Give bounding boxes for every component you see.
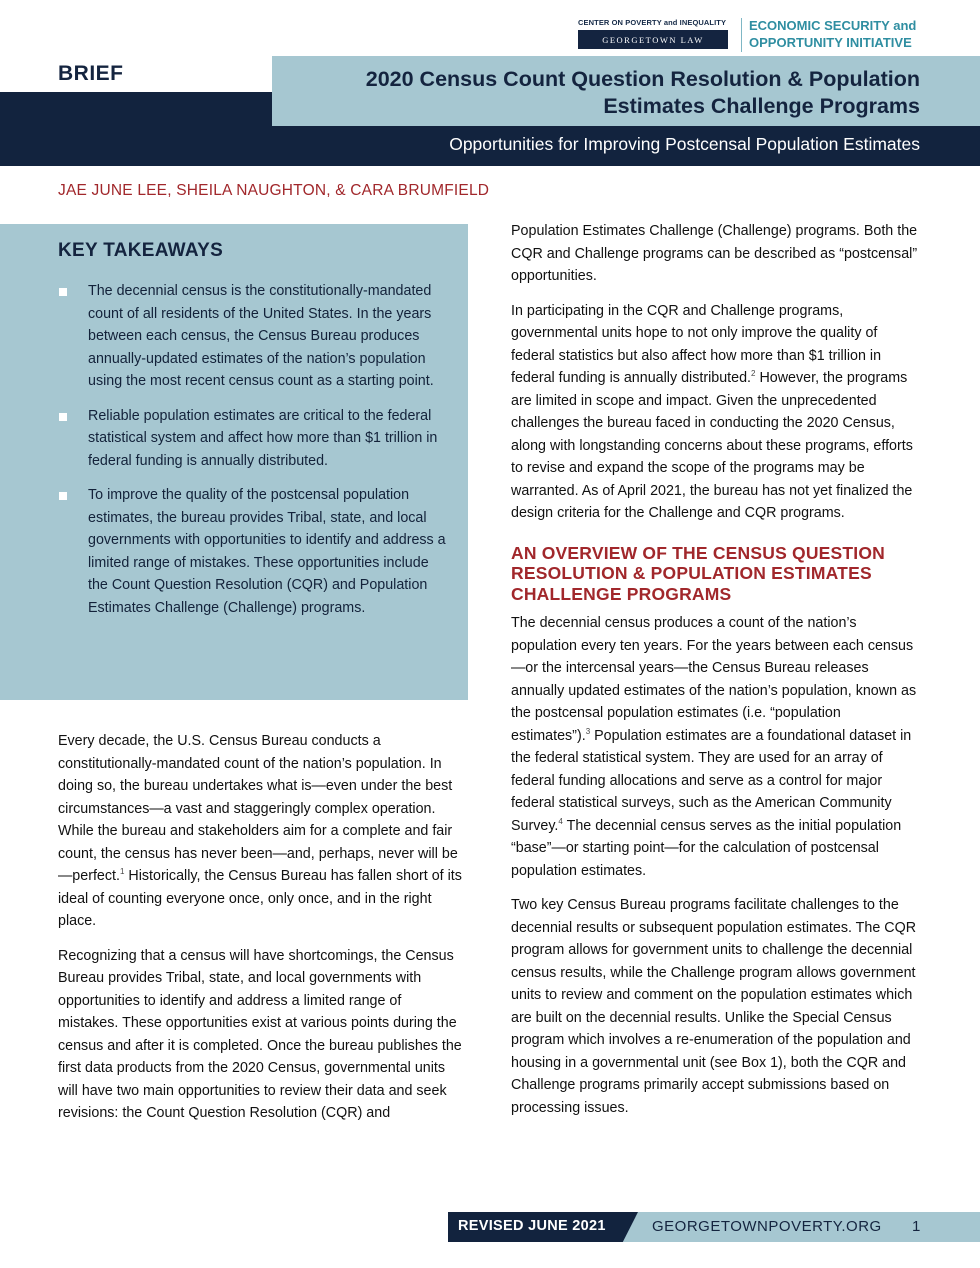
list-item-text: To improve the quality of the postcensal population estimates, the bureau provides Tribal, state, and local governments with opportunities to identify and address a limited range of mistakes. These opportunities include the Count Question Resolution (CQR) and Population Estimates Challenge (Challenge) programs. (88, 487, 446, 616)
revised-date: REVISED JUNE 2021 (458, 1218, 606, 1234)
paragraph-text: The decennial census serves as the initial population “base”—or starting point—for the calculation of postcensal population estimates. (511, 817, 902, 879)
paragraph-text: Population estimates are a foundational dataset in the federal statistical system. They are used for an array of federal funding allocations and serve as a control for major federal statistical surveys, such as the American Community Survey. (511, 727, 912, 834)
paragraph-text: Population Estimates Challenge (Challenge) programs. Both the CQR and Challenge programs can be described as “postcensal” opportunities. (511, 223, 918, 284)
paragraph-text: Two key Census Bureau programs facilitate challenges to the decennial results or subsequent population estimates. The CQR program allows for government units to challenge the decennial census results, while the Challenge program allows government units to review and comment on the population estimates which are built on the decennial results. Unlike the Special Census program which involves a re-enumeration of the population and housing in a governmental unit (see Box 1), both the CQR and Challenge programs primarily accept submissions based on processing issues. (511, 897, 917, 1116)
footnote-ref[interactable]: 4 (558, 816, 563, 826)
list-item-text: The decennial census is the constitutionally-mandated count of all residents of the United States. In the years between each census, the Census Bureau produces annually-updated estimates of the nation’s population using the most recent census count as a starting point. (88, 283, 434, 389)
logo-divider (741, 18, 742, 52)
paragraph (511, 300, 921, 525)
list-item (58, 405, 448, 473)
logo-org-name: CENTER ON POVERTY and INEQUALITY (578, 18, 727, 27)
left-column (58, 730, 464, 1137)
list-item (58, 484, 448, 619)
website-link[interactable]: GEORGETOWNPOVERTY.ORG (652, 1218, 882, 1235)
paragraph (511, 612, 921, 882)
logo-right-line1: ECONOMIC SECURITY and (749, 18, 917, 33)
paragraph-text: Historically, the Census Bureau has fallen short of its ideal of counting everyone once, only once, and in the right place. (58, 868, 462, 929)
paragraph-text: Every decade, the U.S. Census Bureau conducts a constitutionally-mandated count of the nation’s population. In doing so, the bureau undertakes what is—even under the best circumstances—a vast and staggeringly complex operation. While the bureau and stakeholders aim for a complete and fair count, the census has never been—and, perhaps, never will be—perfect. (58, 733, 458, 884)
footnote-ref[interactable]: 3 (585, 726, 591, 736)
brief-label: BRIEF (58, 62, 124, 85)
title-line2: Estimates Challenge Programs (603, 94, 920, 118)
paragraph (58, 945, 464, 1125)
logo-georgetown-law: GEORGETOWN LAW (578, 30, 728, 49)
paragraph (58, 730, 464, 933)
footnote-ref[interactable]: 2 (751, 369, 756, 379)
list-item-text: Reliable population estimates are critical to the federal statistical system and affect how more than $1 trillion in federal funding is annually distributed. (88, 407, 438, 469)
paragraph-text: The decennial census produces a count of the nation’s population every ten years. For the years between each census—or the intercensal years—the Census Bureau releases annually updated estimates of the nation’s population, known as the postcensal population estimates (i.e. “population estimates”). (511, 615, 917, 744)
footnote-ref[interactable]: 1 (119, 867, 125, 877)
page-number: 1 (912, 1218, 921, 1235)
logo-right-line2: OPPORTUNITY INITIATIVE (749, 35, 912, 50)
title-line1: 2020 Census Count Question Resolution & Population (365, 67, 920, 91)
square-bullet-icon (59, 288, 67, 296)
right-column (511, 220, 921, 1131)
economic-security-logo (749, 17, 949, 51)
paragraph (511, 220, 921, 288)
square-bullet-icon (59, 413, 67, 421)
page-title (220, 66, 920, 120)
paragraph-text: In participating in the CQR and Challenge programs, governmental units hope to not only improve the quality of federal statistics but also affect how more than $1 trillion in federal funding is annually distributed. (511, 302, 882, 386)
center-on-poverty-logo (578, 18, 728, 49)
paragraph (511, 894, 921, 1119)
authors: JAE JUNE LEE, SHEILA NAUGHTON, & CARA BRUMFIELD (58, 182, 490, 199)
paragraph-text: Recognizing that a census will have shortcomings, the Census Bureau provides Tribal, state, and local governments with opportunities to identify and address a limited range of mistakes. These opportunities exist at various points during the census and after it is completed. Once the bureau publishes the first data products from the 2020 Census, governmental units will have two main opportunities to review their data and seek revisions: the Count Question Resolution (CQR) and (58, 947, 462, 1121)
key-takeaways-title: KEY TAKEAWAYS (58, 240, 224, 261)
paragraph-text: However, the programs are limited in scope and impact. Given the unprecedented challenges the bureau faced in conducting the 2020 Census, along with longstanding concerns about these programs, efforts to revise and expand the scope of the programs may be warranted. As of April 2021, the bureau has not yet finalized the design criteria for the Challenge and CQR programs. (511, 370, 913, 521)
section-heading: AN OVERVIEW OF THE CENSUS QUESTION RESOLUTION & POPULATION ESTIMATES CHALLENGE PROGRAMS (511, 542, 886, 604)
square-bullet-icon (59, 492, 67, 500)
page-subtitle: Opportunities for Improving Postcensal Population Estimates (449, 134, 920, 154)
list-item (58, 280, 448, 393)
key-takeaways-list (58, 280, 448, 631)
